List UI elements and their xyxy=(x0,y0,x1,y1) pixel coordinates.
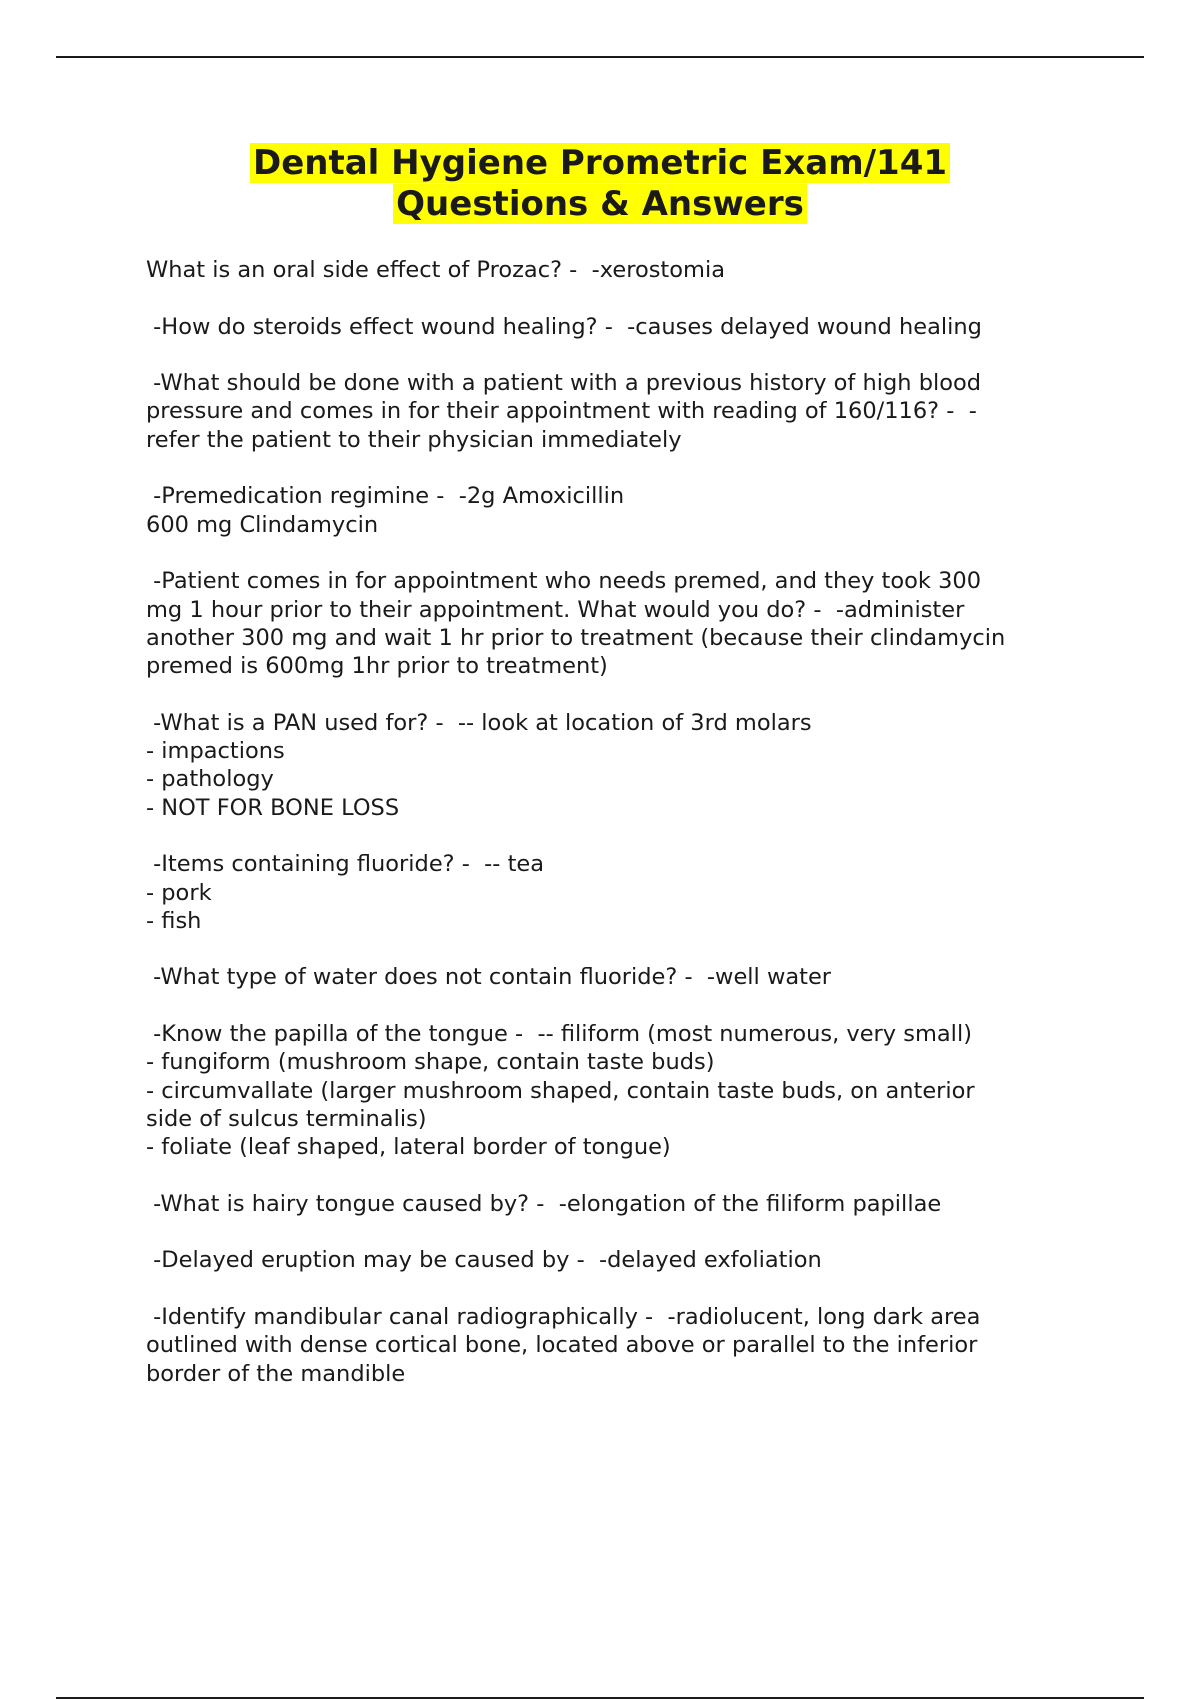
qa-line: -Patient comes in for appointment who needs premed, and they took 300 xyxy=(146,568,982,595)
qa-entry xyxy=(146,567,1096,680)
qa-entry xyxy=(146,963,1096,991)
qa-line: - NOT FOR BONE LOSS xyxy=(146,794,400,821)
qa-line: mg 1 hour prior to their appointment. What would you do? - -administer xyxy=(146,596,965,623)
qa-line: -What is hairy tongue caused by? - -elongation of the filiform papillae xyxy=(146,1190,942,1217)
qa-line: - pork xyxy=(146,879,212,906)
qa-line: side of sulcus terminalis) xyxy=(146,1105,427,1132)
qa-line: 600 mg Clindamycin xyxy=(146,511,379,538)
footer-rule xyxy=(56,1697,1144,1699)
qa-entry xyxy=(146,850,1096,935)
qa-line: outlined with dense cortical bone, located above or parallel to the inferior xyxy=(146,1332,978,1359)
header-rule xyxy=(56,56,1144,58)
qa-line: border of the mandible xyxy=(146,1360,406,1387)
qa-line: - fish xyxy=(146,907,202,934)
qa-line: -What should be done with a patient with a previous history of high blood xyxy=(146,370,982,397)
qa-line: -Know the papilla of the tongue - -- filiform (most numerous, very small) xyxy=(146,1021,972,1048)
qa-entry xyxy=(146,482,1096,539)
qa-entry xyxy=(146,256,1096,284)
qa-line: refer the patient to their physician immediately xyxy=(146,426,682,453)
qa-line: - fungiform (mushroom shape, contain taste buds) xyxy=(146,1049,715,1076)
qa-entry xyxy=(146,709,1096,822)
qa-line: - pathology xyxy=(146,766,274,793)
qa-entry xyxy=(146,1020,1096,1161)
qa-line: -What is a PAN used for? - -- look at location of 3rd molars xyxy=(146,709,812,736)
qa-entry xyxy=(146,369,1096,454)
qa-line: another 300 mg and wait 1 hr prior to treatment (because their clindamycin xyxy=(146,624,1006,651)
title-line-2: Questions & Answers xyxy=(393,184,807,224)
qa-line: - impactions xyxy=(146,738,285,765)
qa-line: -How do steroids effect wound healing? - -causes delayed wound healing xyxy=(146,313,982,340)
qa-line: -What type of water does not contain fluoride? - -well water xyxy=(146,964,832,991)
qa-entry xyxy=(146,1303,1096,1388)
title-line-1: Dental Hygiene Prometric Exam/141 xyxy=(250,143,950,183)
qa-line: -Delayed eruption may be caused by - -delayed exfoliation xyxy=(146,1247,822,1274)
qa-line: - circumvallate (larger mushroom shaped, contain taste buds, on anterior xyxy=(146,1077,975,1104)
qa-entry xyxy=(146,313,1096,341)
qa-line: -Items containing fluoride? - -- tea xyxy=(146,851,545,878)
qa-entry xyxy=(146,1246,1096,1274)
qa-line: premed is 600mg 1hr prior to treatment) xyxy=(146,653,608,680)
page-title xyxy=(0,143,1200,225)
qa-list xyxy=(146,256,1096,1416)
qa-entry xyxy=(146,1190,1096,1218)
qa-line: - foliate (leaf shaped, lateral border of tongue) xyxy=(146,1134,671,1161)
qa-line: -Premedication regimine - -2g Amoxicillin xyxy=(146,483,625,510)
qa-line: -Identify mandibular canal radiographically - -radiolucent, long dark area xyxy=(146,1303,981,1330)
qa-line: pressure and comes in for their appointment with reading of 160/116? - - xyxy=(146,398,977,425)
qa-line: What is an oral side effect of Prozac? - -xerostomia xyxy=(146,257,725,283)
